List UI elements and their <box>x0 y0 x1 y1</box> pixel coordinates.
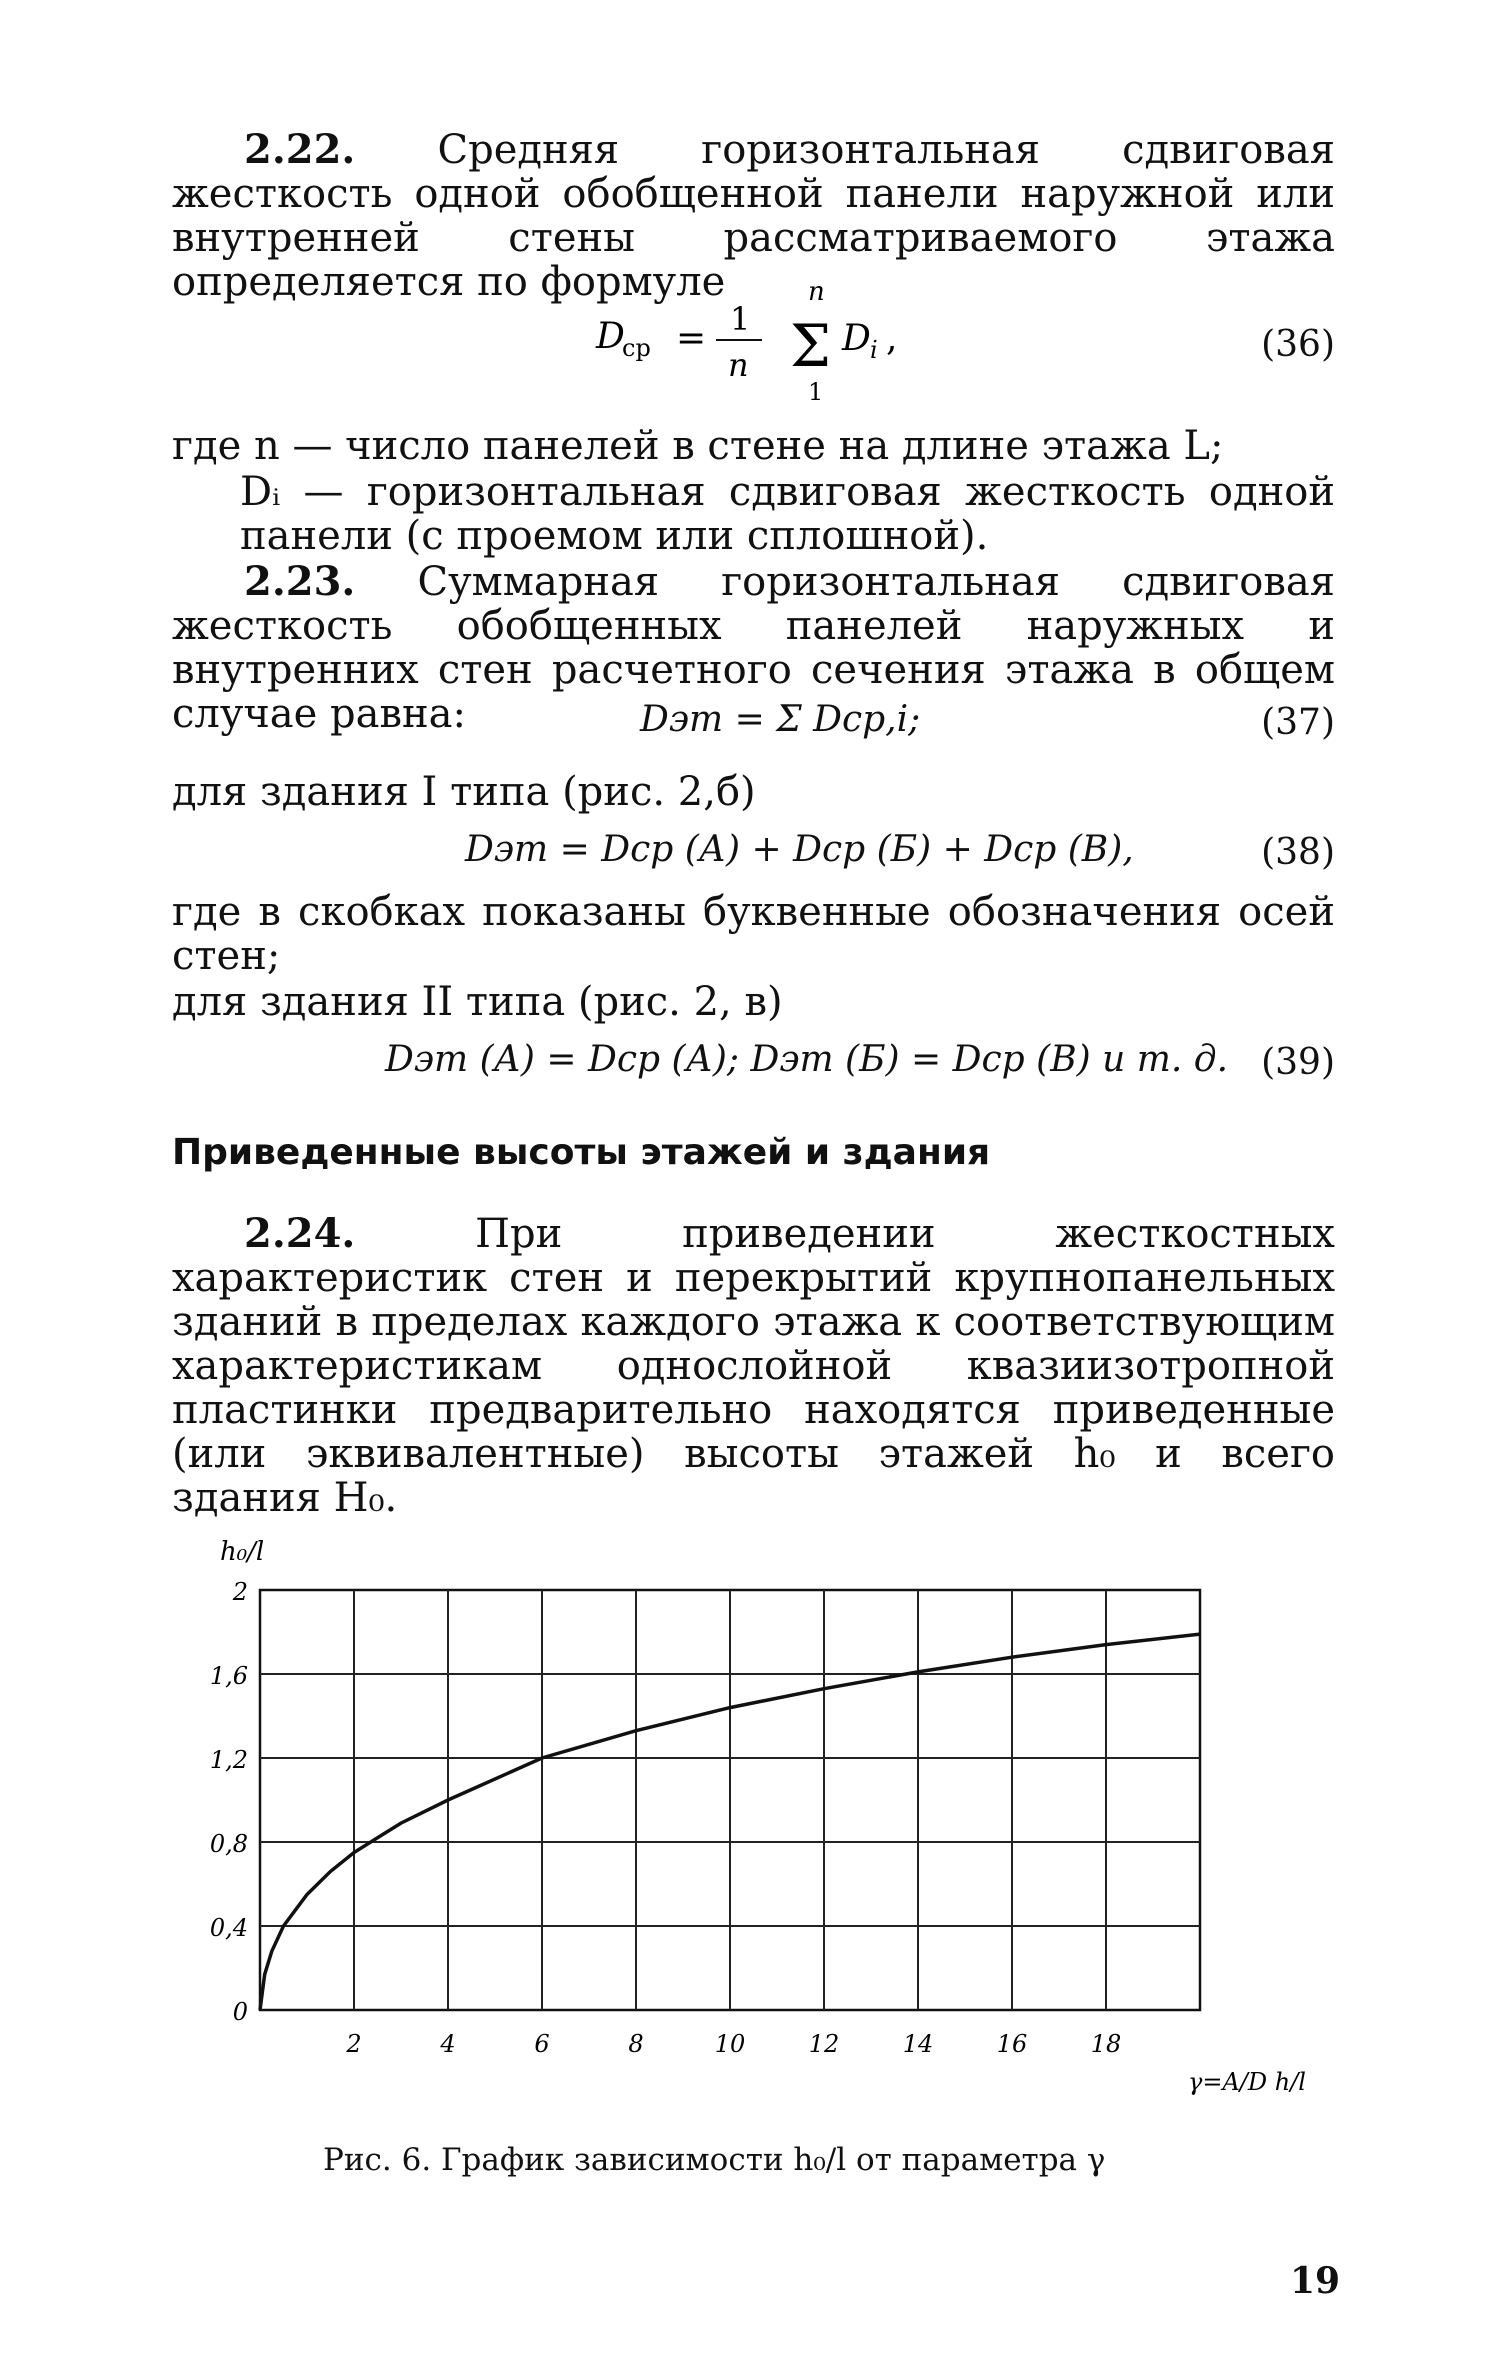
building-type-1-label: для здания I типа (рис. 2,б) <box>172 769 756 815</box>
where-prefix: где <box>172 423 242 469</box>
chart-x-tick-label: 10 <box>714 2030 746 2058</box>
chart-x-tick-label: 18 <box>1090 2030 1122 2058</box>
formula-36-term-sub: i <box>870 336 878 364</box>
building-type-2-label: для здания II типа (рис. 2, в) <box>172 979 783 1025</box>
formula-37: Dэт = Σ Dср,i; <box>640 699 921 740</box>
chart-x-axis-label: γ=A/D h/l <box>1188 2068 1306 2096</box>
paragraph-number: 2.22. <box>244 126 356 173</box>
where-text-1: n — число панелей в стене на длине этажа L; <box>253 423 1224 469</box>
note-38: где в скобках показаны буквенные обозначения осей стен; <box>172 889 1335 979</box>
chart-y-axis-label: h₀/l <box>220 1540 265 1567</box>
paragraph-number: 2.24. <box>244 1210 356 1257</box>
chart-x-tick-label: 16 <box>996 2030 1028 2058</box>
page-number: 19 <box>1290 2260 1341 2302</box>
chart-x-tick-label: 4 <box>440 2030 456 2058</box>
formula-36-term: D <box>842 318 871 359</box>
chart-x-tick-label: 2 <box>346 2030 362 2058</box>
paragraph-number: 2.23. <box>244 558 356 605</box>
chart-y-tick-label: 1,6 <box>209 1662 248 1690</box>
chart-x-tick-label: 12 <box>808 2030 840 2058</box>
formula-36-tail: , <box>886 318 898 359</box>
chart-y-tick-label: 2 <box>232 1578 248 1606</box>
chart-y-ticks <box>210 1578 248 2026</box>
formula-39: Dэт (А) = Dср (А); Dэт (Б) = Dср (В) и т. д. <box>385 1039 1229 1080</box>
paragraph-text: Средняя горизонтальная сдвиговая жесткость одной обобщенной панели наружной или внутренней стены рассматриваемого этажа определяется по формуле <box>172 127 1335 305</box>
chart-x-ticks <box>345 2030 1121 2058</box>
equation-number-37: (37) <box>1261 702 1335 743</box>
chart-y-tick-label: 0 <box>232 1998 248 2026</box>
paragraph-text: Суммарная горизонтальная сдвиговая жесткость обобщенных панелей наружных и внутренних стен расчетного сечения этажа в общем случае равна: <box>172 559 1335 737</box>
chart-x-tick-label: 14 <box>902 2030 934 2058</box>
paragraph-text: При приведении жесткостных характеристик стен и перекрытий крупнопанельных зданий в пределах каждого этажа к соответствующим характеристикам однослойной квазиизотропной пластинки предварительно находятся приведенные (или эквивалентные) высоты этажей h₀ и всего здания H₀. <box>172 1211 1335 1521</box>
formula-36-lhs-sub: ср <box>622 334 651 362</box>
chart-grid <box>260 1590 1200 2010</box>
section-heading: Приведенные высоты этажей и здания <box>172 1132 991 1173</box>
figure-caption: Рис. 6. График зависимости h₀/l от параметра γ <box>323 2142 1106 2178</box>
where-line-2 <box>240 470 1335 558</box>
where-text-2: Dᵢ — горизонтальная сдвиговая жесткость одной панели (с проемом или сплошной). <box>240 469 1335 559</box>
formula-36-numerator: 1 <box>730 300 751 338</box>
chart-y-tick-label: 1,2 <box>209 1746 248 1774</box>
equation-number-39: (39) <box>1261 1042 1335 1083</box>
sum-lower-limit: 1 <box>808 378 824 406</box>
sum-sign-icon: Σ <box>790 312 832 380</box>
formula-36-svg <box>590 278 910 408</box>
chart-y-tick-label: 0,8 <box>209 1830 248 1858</box>
chart-x-tick-label: 6 <box>534 2030 550 2058</box>
equation-number-38: (38) <box>1261 832 1335 873</box>
formula-36-lhs: D <box>596 316 625 357</box>
chart-h0-l-vs-gamma <box>200 1540 1320 2130</box>
chart-x-tick-label: 8 <box>628 2030 644 2058</box>
paragraph-2-24 <box>172 1212 1335 1520</box>
formula-36-denominator: n <box>728 346 749 384</box>
sum-upper-limit: n <box>808 278 825 307</box>
equation-number-36: (36) <box>1261 324 1335 365</box>
chart-y-tick-label: 0,4 <box>209 1914 248 1942</box>
formula-36-eq: = <box>676 318 707 359</box>
where-line-1 <box>172 424 1335 468</box>
formula-38: Dэт = Dср (А) + Dср (Б) + Dср (В), <box>465 829 1134 870</box>
